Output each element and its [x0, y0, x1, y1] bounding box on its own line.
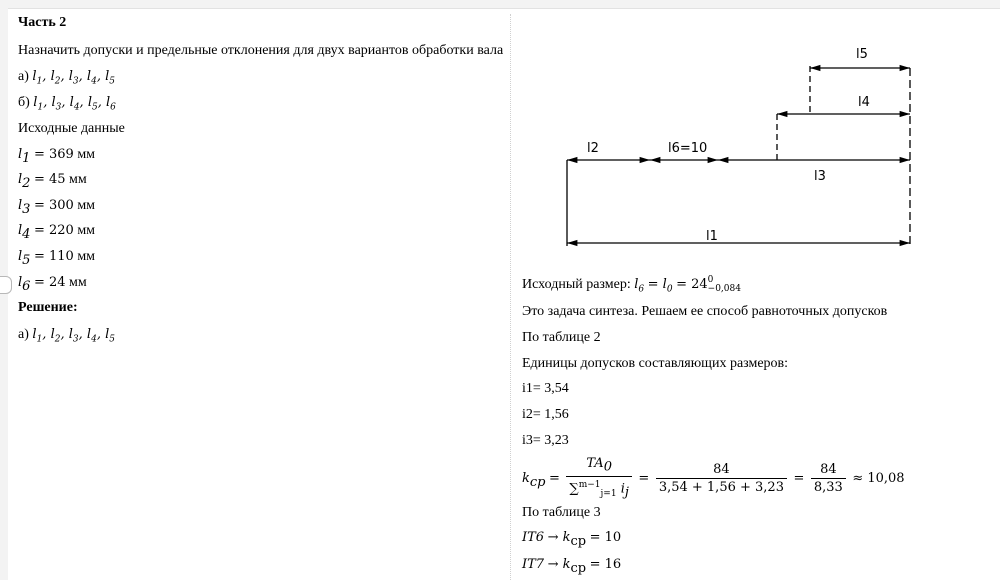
- kcp-fraction-1: $\frac{TA_0}{\sum^{m-1}_{j=1} i_j}$: [566, 455, 632, 503]
- solution-variant-a-line: а) $l_1$, $l_2$, $l_3$, $l_4$, $l_5$: [18, 327, 115, 345]
- kcp-fraction-2: $\frac{84}{3,54 + 1,56 + 3,23}$: [656, 461, 787, 496]
- kcp-formula: $k_{cp}$ = $\frac{TA_0}{\sum^{m-1}_{j=1} i_j}$ = $\frac{84}{3,54 + 1,56 + 3,23}$ = $\frac{84}{8,33}$ ≈ 10,08: [522, 455, 905, 503]
- variant-a-line: [18, 68, 115, 91]
- solution-variant-a-formula: $l_1$, $l_2$, $l_3$, $l_4$, $l_5$: [32, 327, 115, 345]
- dim-row: $l_2 = 45$ мм: [18, 172, 87, 191]
- synthesis-text: Это задача синтеза. Решаем ее способ равноточных допусков: [522, 304, 888, 319]
- sidebar-toggle-handle[interactable]: [0, 276, 12, 294]
- dim-row: $l_6 = 24$ мм: [18, 275, 87, 294]
- label-l2: l2: [587, 141, 599, 156]
- unit-i2: i2= 1,56: [522, 407, 569, 422]
- solution-label: Решение:: [18, 300, 78, 315]
- variant-a-prefix: а): [18, 69, 29, 84]
- dimension-chain-diagram: [560, 40, 920, 260]
- dim-row: $l_1 = 369$ мм: [18, 147, 96, 166]
- variant-b-line: [18, 94, 116, 117]
- label-l1: l1: [706, 229, 718, 244]
- source-size-line: Исходный размер: $l_6 = l_0 = 24$ 0 −0,084: [522, 275, 741, 295]
- table3-text: По таблице 3: [522, 505, 601, 520]
- it6-row: $IT6 \to k_{cp} = 10$: [522, 530, 622, 549]
- dim-row: $l_4 = 220$ мм: [18, 223, 96, 242]
- label-l3: l3: [814, 169, 826, 184]
- units-label: Единицы допусков составляющих размеров:: [522, 356, 789, 371]
- label-l5: l5: [856, 47, 868, 62]
- table2-text: По таблице 2: [522, 330, 601, 345]
- label-l6: l6=10: [668, 141, 708, 156]
- variant-a-formula: $l_1$, $l_2$, $l_3$, $l_4$, $l_5$: [32, 69, 115, 87]
- kcp-fraction-3: $\frac{84}{8,33}$: [811, 461, 846, 496]
- task-text: Назначить допуски и предельные отклонения для двух вариантов обработки вала: [18, 43, 504, 58]
- window-top-bar: [0, 0, 1000, 9]
- column-divider: [510, 14, 511, 580]
- window-left-gutter: [0, 8, 8, 580]
- dim-row: $l_3 = 300$ мм: [18, 198, 96, 217]
- initial-data-label: Исходные данные: [18, 121, 125, 136]
- unit-i1: i1= 3,54: [522, 381, 569, 396]
- it7-row: $IT7 \to k_{cp} = 16$: [522, 557, 622, 576]
- dim-row: $l_5 = 110$ мм: [18, 249, 96, 268]
- section-heading: Часть 2: [18, 15, 67, 30]
- label-l4: l4: [858, 95, 870, 110]
- unit-i3: i3= 3,23: [522, 433, 569, 448]
- variant-b-prefix: б): [18, 95, 30, 110]
- variant-b-formula: $l_1$, $l_3$, $l_4$, $l_5$, $l_6$: [33, 95, 116, 113]
